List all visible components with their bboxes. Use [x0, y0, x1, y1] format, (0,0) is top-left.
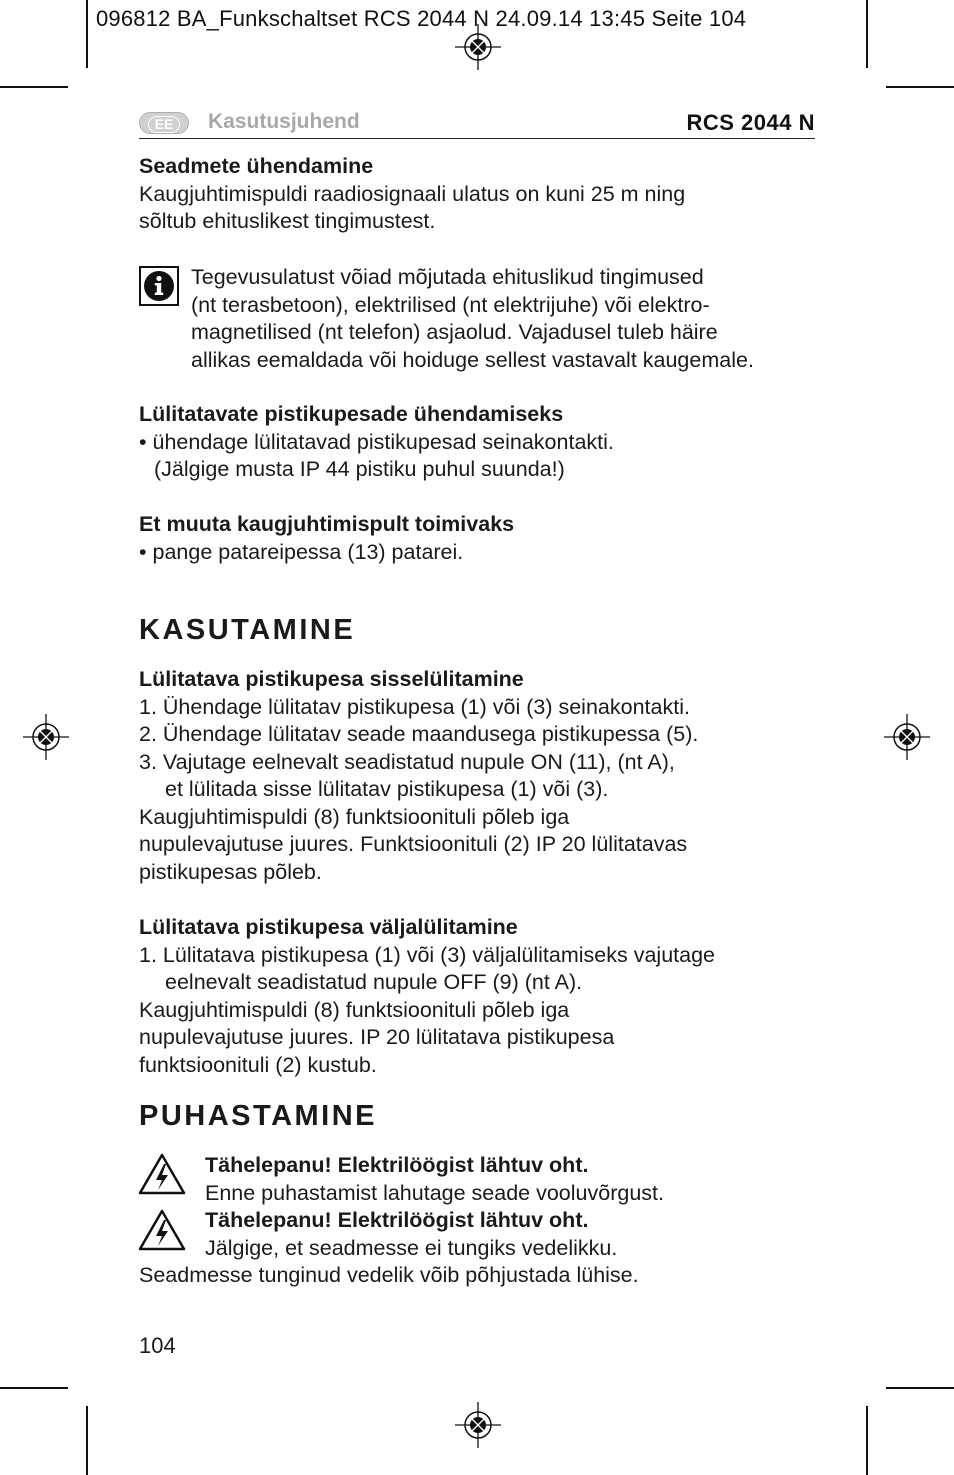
list-item: 1. Lülitatava pistikupesa (1) või (3) väljalülitamiseks vajutage	[139, 942, 715, 967]
model-name: RCS 2044 N	[686, 110, 815, 135]
section-title: KASUTAMINE	[139, 614, 356, 646]
note-line: Tegevusulatust võiad mõjutada ehituslikud tingimused	[191, 265, 704, 289]
paragraph-line: Kaugjuhtimispuldi (8) funktsioonituli põleb iga	[139, 804, 570, 829]
paragraph-line: nupulevajutuse juures. IP 20 lülitatava pistikupesa	[139, 1025, 615, 1049]
warning-text: Jälgige, et seadmesse ei tungiks vedelikku.	[205, 1235, 618, 1260]
section-remote	[139, 511, 819, 566]
section-heading: Lülitatava pistikupesa väljalülitamine	[139, 915, 518, 939]
bullet-item: • ühendage lülitatavad pistikupesad seinakontakti.	[139, 429, 614, 454]
paragraph-line: sõltub ehituslikest tingimustest.	[139, 209, 436, 233]
warning-title: Tähelepanu! Elektrilöögist lähtuv oht.	[205, 1153, 589, 1177]
section-heading: Lülitatavate pistikupesade ühendamiseks	[139, 402, 564, 426]
info-icon	[139, 266, 179, 306]
manual-title: Kasutusjuhend	[208, 110, 360, 133]
section-puhastamine	[139, 1100, 819, 1133]
section-connect	[139, 153, 819, 236]
section-heading: Seadmete ühendamine	[139, 154, 374, 178]
electric-shock-warning-icon	[137, 1152, 187, 1196]
electric-shock-warning-icon	[137, 1208, 187, 1252]
crop-mark	[886, 1387, 954, 1389]
language-badge	[139, 112, 189, 134]
list-item-continuation: et lülitada sisse lülitatav pistikupesa (1) või (3).	[165, 777, 609, 801]
warning-title: Tähelepanu! Elektrilöögist lähtuv oht.	[205, 1208, 589, 1232]
paragraph-line: pistikupesas põleb.	[139, 859, 322, 884]
registration-mark-icon	[884, 714, 930, 760]
paragraph-line: nupulevajutuse juures. Funktsioonituli (2) IP 20 lülitatavas	[139, 832, 688, 856]
bullet-continuation: (Jälgige musta IP 44 pistiku puhul suunda!)	[154, 457, 565, 481]
crop-mark	[866, 1406, 868, 1475]
language-code: EE	[148, 116, 181, 133]
crop-mark	[886, 86, 954, 88]
list-item: 2. Ühendage lülitatav seade maandusega pistikupessa (5).	[139, 722, 699, 746]
list-item-continuation: eelnevalt seadistatud nupule OFF (9) (nt A).	[165, 970, 583, 994]
registration-mark-icon	[23, 714, 69, 760]
note-line: (nt terasbetoon), elektrilised (nt elektrijuhe) või elektro-	[191, 292, 710, 317]
crop-mark	[0, 1387, 68, 1389]
crop-mark	[86, 1406, 88, 1475]
crop-mark	[866, 0, 868, 68]
registration-mark-icon	[455, 24, 501, 70]
section-heading: Et muuta kaugjuhtimispult toimivaks	[139, 512, 515, 536]
paragraph-line: Kaugjuhtimispuldi raadiosignaali ulatus on kuni 25 m ning	[139, 181, 686, 206]
subsection-switch-on	[139, 666, 819, 886]
page-header	[139, 110, 815, 139]
closing-note	[139, 1262, 819, 1290]
registration-mark-icon	[455, 1402, 501, 1448]
note-line: allikas eemaldada või hoiduge sellest vastavalt kaugemale.	[191, 347, 754, 372]
list-item: 1. Ühendage lülitatav pistikupesa (1) või (3) seinakontakti.	[139, 694, 690, 719]
subsection-switch-off	[139, 914, 819, 1079]
section-kasutamine	[139, 614, 819, 647]
printer-slug: 096812 BA_Funkschaltset RCS 2044 N 24.09.14 13:45 Seite 104	[96, 6, 747, 31]
paragraph-line: funktsioonituli (2) kustub.	[139, 1052, 377, 1077]
warning-block	[205, 1152, 815, 1262]
page-number: 104	[139, 1333, 176, 1358]
section-sockets	[139, 401, 819, 484]
bullet-item: • pange patareipessa (13) patarei.	[139, 539, 464, 564]
section-title: PUHASTAMINE	[139, 1100, 378, 1132]
crop-mark	[86, 0, 88, 68]
warning-text: Enne puhastamist lahutage seade vooluvõrgust.	[205, 1180, 664, 1205]
paragraph-line: Seadmesse tunginud vedelik võib põhjustada lühise.	[139, 1263, 639, 1287]
note-line: magnetilised (nt telefon) asjaolud. Vajadusel tuleb häire	[191, 320, 718, 344]
section-heading: Lülitatava pistikupesa sisselülitamine	[139, 667, 524, 691]
crop-mark	[0, 86, 68, 88]
info-note	[191, 264, 821, 374]
paragraph-line: Kaugjuhtimispuldi (8) funktsioonituli põleb iga	[139, 997, 570, 1022]
list-item: 3. Vajutage eelnevalt seadistatud nupule ON (11), (nt A),	[139, 749, 675, 774]
